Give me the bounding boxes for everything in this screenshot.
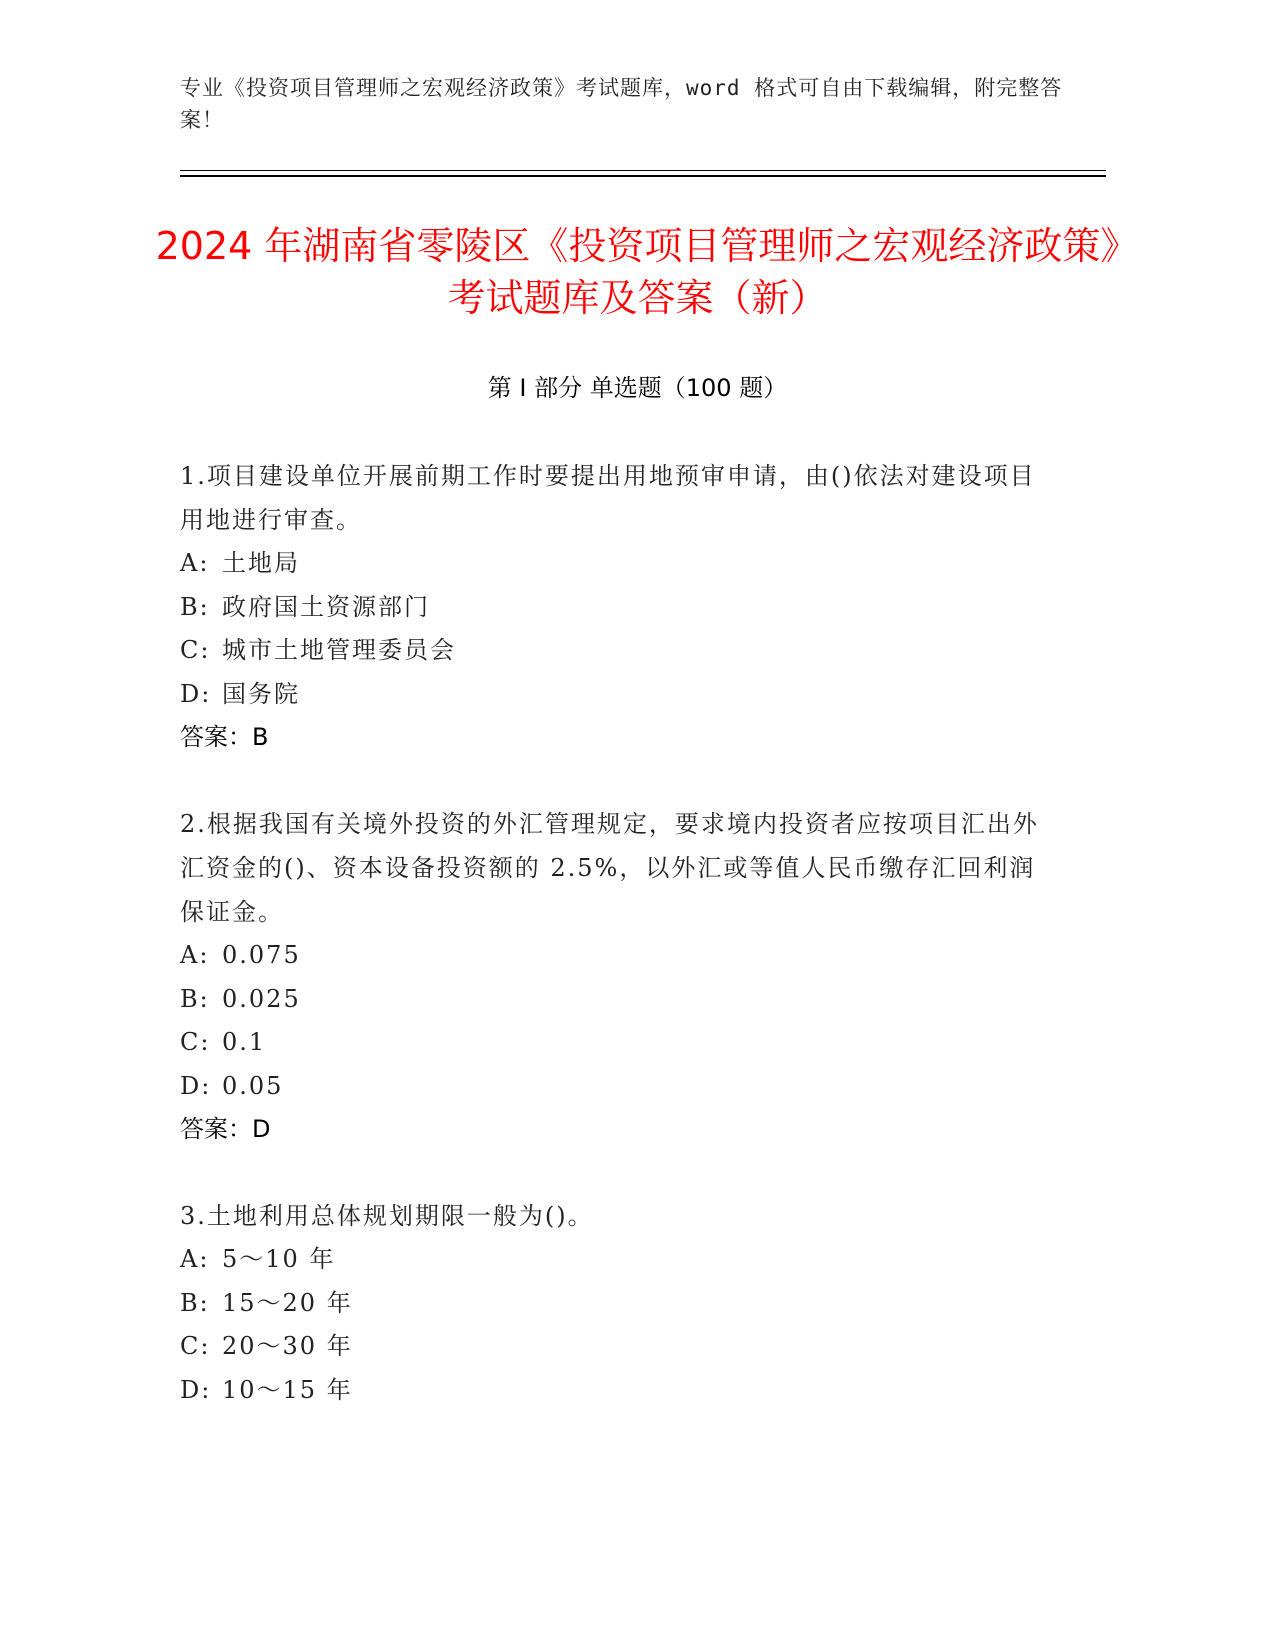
option-b: [180, 1282, 1040, 1326]
option-text: 0.025: [222, 984, 301, 1013]
option-letter: B:: [180, 592, 210, 621]
option-d: [180, 1369, 1040, 1413]
option-c: [180, 1021, 1040, 1065]
document-title: 2024 年湖南省零陵区《投资项目管理师之宏观经济政策》考试题库及答案（新）: [155, 224, 1120, 320]
header-note: 专业《投资项目管理师之宏观经济政策》考试题库，word 格式可自由下载编辑，附完整答案！: [180, 76, 1063, 132]
option-text: 土地局: [222, 549, 300, 577]
option-letter: A:: [180, 1245, 210, 1273]
question-1: [180, 454, 1040, 760]
option-b: [180, 978, 1040, 1022]
option-c: [180, 629, 1040, 673]
option-text: 城市土地管理委员会: [222, 636, 456, 664]
option-text: 0.1: [222, 1028, 267, 1056]
option-letter: C:: [180, 1332, 211, 1360]
option-text: 0.075: [222, 941, 301, 969]
option-letter: C:: [180, 1028, 211, 1056]
option-text: 5～10 年: [222, 1245, 336, 1273]
option-d: [180, 1065, 1040, 1109]
answer-line: 答案：B: [180, 723, 269, 751]
option-a: [180, 1238, 1040, 1282]
option-letter: A:: [180, 549, 210, 577]
option-letter: A:: [180, 941, 210, 969]
option-text: 国务院: [222, 679, 300, 708]
question-stem: 2.根据我国有关境外投资的外汇管理规定，要求境内投资者应按项目汇出外汇资金的()、资本设备投资额的 2.5%，以外汇或等值人民币缴存汇回利润保证金。: [180, 810, 1039, 926]
section-heading: 第 I 部分 单选题（100 题）: [487, 374, 788, 402]
header-divider-thick: [180, 175, 1106, 177]
option-b: [180, 586, 1040, 630]
option-d: [180, 673, 1040, 717]
answer-line: 答案：D: [180, 1115, 271, 1143]
question-stem: 3.土地利用总体规划期限一般为()。: [180, 1202, 594, 1230]
header-divider-thin: [180, 170, 1106, 171]
option-a: [180, 934, 1040, 978]
option-text: 0.05: [222, 1071, 284, 1100]
question-3: [180, 1194, 1040, 1412]
option-letter: B:: [180, 1288, 210, 1317]
option-text: 20～30 年: [222, 1332, 353, 1360]
option-text: 10～15 年: [222, 1375, 353, 1404]
option-letter: C:: [180, 636, 211, 664]
option-c: [180, 1325, 1040, 1369]
question-stem: 1.项目建设单位开展前期工作时要提出用地预审申请，由()依法对建设项目用地进行审查。: [180, 462, 1036, 534]
option-letter: D:: [180, 1375, 212, 1404]
option-letter: B:: [180, 984, 210, 1013]
question-2: [180, 802, 1040, 1152]
option-text: 15～20 年: [222, 1288, 353, 1317]
option-a: [180, 542, 1040, 586]
option-text: 政府国土资源部门: [222, 592, 430, 621]
option-letter: D:: [180, 1071, 212, 1100]
option-letter: D:: [180, 679, 212, 708]
